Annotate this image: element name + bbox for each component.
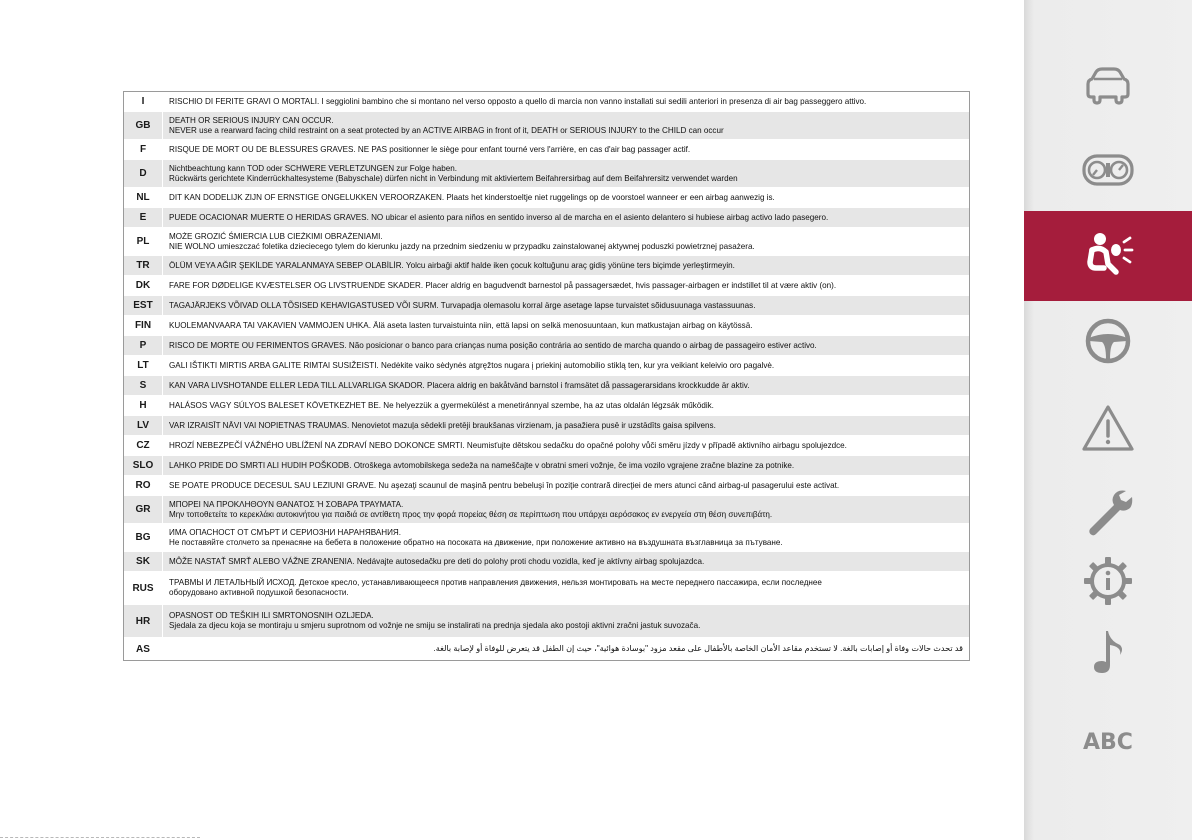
nav-instruments[interactable] — [1024, 125, 1192, 215]
warning-line: SE POATE PRODUCE DECESUL SAU LEZIUNI GRAVE. Nu aşezaţi scaunul de maşină pentru bebeluşi în poziţie contrară direcţiei de mers atunci când airbag-ul pasagerului este activat. — [169, 480, 840, 490]
warning-line: HROZÍ NEBEZPEČÍ VÁŽNÉHO UBLÍŽENÍ NA ZDRAVÍ NEBO DOKONCE SMRTI. Neumisťujte dětskou sedačku do opačné polohy vůči směru jízdy v případě aktivního airbagu spolujezdce. — [169, 440, 847, 450]
warning-row-lv — [124, 415, 969, 435]
warning-row-f — [124, 139, 969, 159]
language-code: TR — [124, 256, 163, 275]
warning-text — [163, 396, 969, 415]
warning-text — [163, 572, 969, 604]
warning-text — [163, 376, 969, 395]
warning-row-dk — [124, 275, 969, 295]
warning-text — [163, 638, 969, 660]
warning-text — [163, 436, 969, 455]
warning-line: DEATH OR SERIOUS INJURY CAN OCCUR. — [169, 115, 334, 125]
language-code: I — [124, 92, 163, 111]
warning-text — [163, 316, 969, 335]
warning-line: Nichtbeachtung kann TOD oder SCHWERE VERLETZUNGEN zur Folge haben. — [169, 163, 458, 173]
language-code: P — [124, 336, 163, 355]
warning-line: Не поставяйте столчето за пренасяне на бебета в положение обратно на посоката на движение, при положение активно на въздушната възглавница за пътуване. — [169, 537, 783, 547]
warning-line: Sjedala za djecu koja se montiraju u smjeru suprotnom od vožnje ne smiju se instalirati na prednja sjedala ako postoji aktivni zračni jastuk suvozača. — [169, 621, 701, 630]
warning-row-i — [124, 92, 969, 111]
language-code: GB — [124, 112, 163, 139]
warning-line: MÔŽE NASTAŤ SMRŤ ALEBO VÁŽNE ZRANENIA. Nedávajte autosedačku pre deti do polohy proti chodu vozidla, keď je aktívny airbag spolujazdca. — [169, 556, 705, 566]
warning-row-lt — [124, 355, 969, 375]
passenger-airbag-icon — [1080, 228, 1136, 284]
warning-line: VAR IZRAISĪT NĀVI VAI NOPIETNAS TRAUMAS. Nenovietot mazuļa sēdekli pretēji braukšanas virzienam, ja pasažiera pusē ir uzstādīts gaisa spilvens. — [169, 420, 716, 430]
language-code: D — [124, 160, 163, 187]
warning-line: оборудовано активной подушкой безопасности. — [169, 588, 349, 597]
language-code: S — [124, 376, 163, 395]
language-code: PL — [124, 228, 163, 255]
warning-line: FARE FOR DØDELIGE KVÆSTELSER OG LIVSTRUENDE SKADER. Placer aldrig en bagudvendt barnestol på passagersædet, hvis passager-airbagen er indstillet til at være aktiv (on). — [169, 280, 837, 290]
nav-emergency[interactable] — [1024, 384, 1192, 474]
warning-row-cz — [124, 435, 969, 455]
warning-row-bg — [124, 523, 969, 551]
warning-text — [163, 496, 969, 523]
warning-row-est — [124, 295, 969, 315]
warning-row-pl — [124, 227, 969, 255]
warning-row-nl — [124, 187, 969, 207]
warning-line: GALI IŠTIKTI MIRTIS ARBA GALITE RIMTAI SUSIŽEISTI. Nedėkite vaiko sėdynės atgręžtos nugara į priekinį automobilio stiklą ten, kur yra veikiant keleivio oro pagalvė. — [169, 360, 775, 370]
warning-row-tr — [124, 255, 969, 275]
language-code: LV — [124, 416, 163, 435]
language-code: E — [124, 208, 163, 227]
warning-row-d — [124, 159, 969, 187]
language-code: RUS — [124, 572, 163, 604]
warning-row-fin — [124, 315, 969, 335]
warning-line: Μην τοποθετείτε το κερεκλάκι αυτοκινήτου για παιδιά σε αντίθετη προς την φορά πορείας θέση σε περίπτωση που υπάρχει αερόσακος εν ενεργεία στη θέση συνεπιβάτη. — [169, 509, 773, 519]
warning-line: RISCHIO DI FERITE GRAVI O MORTALI. I seggiolini bambino che si montano nel verso opposto a quello di marcia non vanno installati sui sedili anteriori in presenza di air bag passeggero attivo. — [169, 96, 867, 106]
warning-row-as — [124, 637, 969, 660]
warning-text — [163, 276, 969, 295]
language-code: EST — [124, 296, 163, 315]
warning-line: DIT KAN DODELIJK ZIJN OF ERNSTIGE ONGELUKKEN VEROORZAKEN. Plaats het kinderstoeltje niet ruggelings op de voorstoel wanneer er een airbag aanwezig is. — [169, 192, 775, 202]
warning-text — [163, 92, 969, 111]
language-code: CZ — [124, 436, 163, 455]
warning-row-hr — [124, 604, 969, 637]
warning-line: KUOLEMANVAARA TAI VAKAVIEN VAMMOJEN UHKA. Älä aseta lasten turvaistuinta niin, että lapsi on selkä menosuuntaan, kun matkustajan airbag on käytössä. — [169, 320, 753, 330]
steering-wheel-icon — [1080, 313, 1136, 369]
warning-line: LAHKO PRIDE DO SMRTI ALI HUDIH POŠKODB. Otroškega avtomobilskega sedeža na nameščajte v obratni smeri vožnje, če ima vozilo vgrajene zračne blazine za potnike. — [169, 460, 795, 470]
warning-line: OPASNOST OD TEŠKIH ILI SMRTONOSNIH OZLJEDA. — [169, 611, 374, 620]
warning-row-slo — [124, 455, 969, 475]
warning-line: HALÁSOS VAGY SÚLYOS BALESET KÖVETKEZHET BE. Ne helyezzük a gyermekülést a menetiránnyal szembe, ha az utas oldalán légzsák működik. — [169, 400, 714, 410]
warning-row-rus — [124, 571, 969, 604]
language-code: SK — [124, 552, 163, 571]
warning-line: RISQUE DE MORT OU DE BLESSURES GRAVES. NE PAS positionner le siège pour enfant tourné vers l'arrière, en cas d'air bag passager actif. — [169, 144, 691, 154]
language-code: HR — [124, 605, 163, 637]
warning-text — [163, 605, 969, 637]
gear-info-icon — [1080, 553, 1136, 609]
abc-index-icon: ABC — [1083, 729, 1133, 755]
warning-text — [163, 256, 969, 275]
warning-text — [163, 112, 969, 139]
warning-text — [163, 160, 969, 187]
language-code: RO — [124, 476, 163, 495]
warning-row-h — [124, 395, 969, 415]
warning-line: ИМА ОПАСНОСТ ОТ СМЪРТ И СЕРИОЗНИ НАРАНЯВАНИЯ. — [169, 527, 402, 537]
nav-safety[interactable] — [1024, 211, 1192, 301]
language-code: H — [124, 396, 163, 415]
language-code: NL — [124, 188, 163, 207]
warning-line: PUEDE OCACIONAR MUERTE O HERIDAS GRAVES. NO ubicar el asiento para niños en sentido inverso al de marcha en el asiento delantero si hubiese airbag activo lado pasegero. — [169, 212, 829, 222]
warning-text — [163, 552, 969, 571]
warning-text — [163, 416, 969, 435]
language-code: BG — [124, 524, 163, 551]
warning-text — [163, 336, 969, 355]
warning-text — [163, 456, 969, 475]
warning-line: KAN VARA LIVSHOTANDE ELLER LEDA TILL ALLVARLIGA SKADOR. Placera aldrig en bakåtvänd barnstol i framsätet då passagerarsidans krockkudde är aktiv. — [169, 380, 750, 390]
side-navigation — [1024, 0, 1192, 840]
language-code: DK — [124, 276, 163, 295]
nav-index[interactable] — [1024, 697, 1192, 787]
warning-line: ТРАВМЫ И ЛЕТАЛЬНЫЙ ИСХОД. Детское кресло, устанавливающееся против направления движения, нельзя монтировать на месте переднего пассажира, если последнее — [169, 578, 822, 587]
warning-line: NEVER use a rearward facing child restraint on a seat protected by an ACTIVE AIRBAG in front of it, DEATH or SERIOUS INJURY to the CHILD can occur — [169, 125, 724, 135]
nav-driving[interactable] — [1024, 296, 1192, 386]
warning-text — [163, 140, 969, 159]
language-code: FIN — [124, 316, 163, 335]
car-icon — [1080, 58, 1136, 114]
page-crop-mark — [0, 837, 200, 838]
warning-row-s — [124, 375, 969, 395]
warning-line: NIE WOLNO umieszczać foletika dzieciecego tylem do kierunku jazdy na przednim siedzeniu w przypadku zainstalowanej aktywnej poduszki powietrznej pasażera. — [169, 241, 755, 251]
warning-row-gr — [124, 495, 969, 523]
music-note-icon — [1080, 623, 1136, 679]
nav-multimedia[interactable] — [1024, 606, 1192, 696]
warning-line: ΜΠΟΡΕΙ ΝΑ ΠΡΟΚΛΗΘΟΥΝ ΘΑΝΑΤΟΣ Ή ΣΟΒΑΡΑ ΤΡΑΥΜΑΤΑ. — [169, 499, 404, 509]
language-code: SLO — [124, 456, 163, 475]
warning-line: قد تحدث حالات وفاة أو إصابات بالغة. لا تستخدم مقاعد الأمان الخاصة بالأطفال على مقعد مزود "بوسادة هوائية"، حيث إن الطفل قد يتعرض للوفاة أو لإصابة بالغة. — [433, 644, 963, 653]
language-code: AS — [124, 638, 163, 660]
language-code: LT — [124, 356, 163, 375]
warning-text — [163, 208, 969, 227]
warning-row-p — [124, 335, 969, 355]
warning-text — [163, 296, 969, 315]
warning-line: ÖLÜM VEYA AĞIR ŞEKİLDE YARALANMAYA SEBEP OLABİLİR. Yolcu airbaği aktif halde iken çocuk koltuğunu araç gidiş yönüne ters biçimde yerleştirmeyin. — [169, 260, 735, 270]
warning-line: Rückwärts gerichtete Kinderrückhaltesysteme (Babyschale) dürfen nicht in Verbindung mit aktiviertem Beifahrersirbag auf dem Beifahrersitz verwendet warden — [169, 173, 738, 183]
language-code: GR — [124, 496, 163, 523]
warning-triangle-icon — [1080, 401, 1136, 457]
warning-row-ro — [124, 475, 969, 495]
warning-row-e — [124, 207, 969, 227]
language-code: F — [124, 140, 163, 159]
wrench-icon — [1080, 485, 1136, 541]
warning-row-sk — [124, 551, 969, 571]
warning-line: RISCO DE MORTE OU FERIMENTOS GRAVES. Não posicionar o banco para crianças numa posição contrária ao sentido de marcha quando o airbag de passageiro estiver activo. — [169, 340, 817, 350]
warning-text — [163, 228, 969, 255]
warning-line: MOŻE GROZIĆ ŚMIERCIA LUB CIEŻKIMI OBRAŻENIAMI. — [169, 231, 383, 241]
nav-vehicle[interactable] — [1024, 41, 1192, 131]
warning-text — [163, 356, 969, 375]
warning-text — [163, 524, 969, 551]
warning-text — [163, 476, 969, 495]
airbag-warning-table — [123, 91, 970, 661]
dashboard-gauges-icon — [1080, 142, 1136, 198]
warning-text — [163, 188, 969, 207]
warning-line: TAGAJÄRJEKS VÕIVAD OLLA TÕSISED KEHAVIGASTUSED VÕI SURM. Turvapadja olemasolu korral ärge asetage lapse turvaistet sõidusuunaga vastassuunas. — [169, 300, 756, 310]
warning-row-gb — [124, 111, 969, 139]
